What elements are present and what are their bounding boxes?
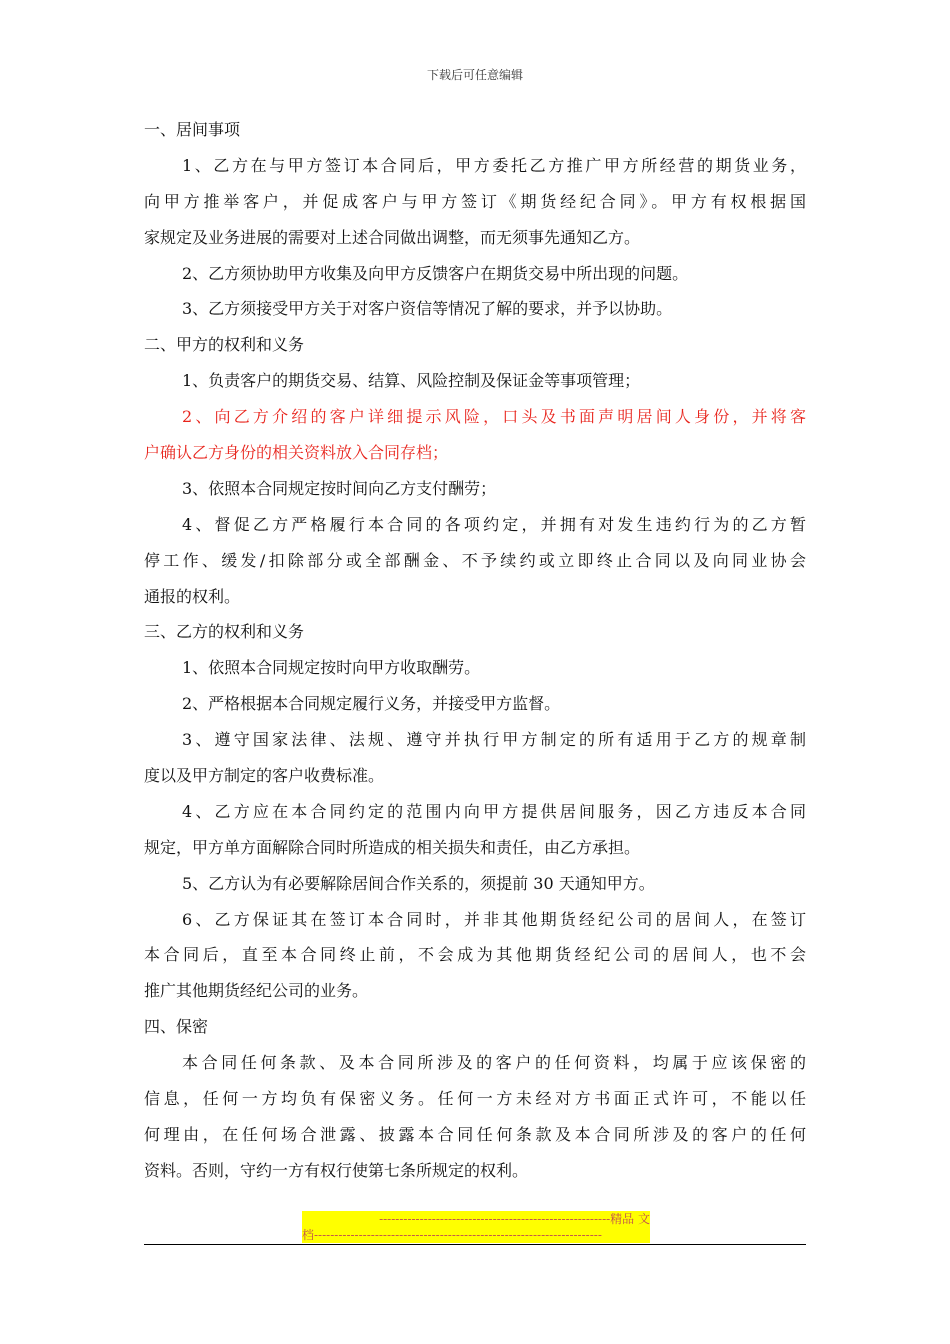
text-line: 停工作、缓发/扣除部分或全部酬金、不予续约或立即终止合同以及向同业协会	[144, 550, 806, 570]
text-line: 信息，任何一方均负有保密义务。任何一方未经对方书面正式许可，不能以任	[144, 1089, 806, 1109]
text-line: 一、居间事项	[144, 120, 241, 139]
footer-line-2: 档-----------------------------------------------------------------------	[302, 1227, 650, 1243]
text-line: 规定，甲方单方面解除合同时所造成的相关损失和责任，由乙方承担。	[144, 837, 641, 857]
text-line: 2、向乙方介绍的客户详细提示风险，口头及书面声明居间人身份，并将客	[182, 407, 806, 427]
footer-rule	[144, 1244, 806, 1245]
text-line: 何理由，在任何场合泄露、披露本合同任何条款及本合同所涉及的客户的任何	[144, 1124, 806, 1144]
text-line: 户确认乙方身份的相关资料放入合同存档；	[144, 443, 449, 463]
text-line: 1、负责客户的期货交易、结算、风险控制及保证金等事项管理；	[182, 371, 641, 391]
text-line: 4、乙方应在本合同约定的范围内向甲方提供居间服务，因乙方违反本合同	[182, 801, 806, 821]
text-line: 四、保密	[144, 1017, 209, 1037]
footer-line-1: ---------------------------------------------------------精品 文	[302, 1211, 650, 1227]
text-line: 家规定及业务进展的需要对上述合同做出调整，而无须事先通知乙方。	[144, 227, 641, 247]
text-line: 1、依照本合同规定按时向甲方收取酬劳。	[182, 658, 481, 678]
text-line: 度以及甲方制定的客户收费标准。	[144, 766, 385, 786]
text-line: 3、依照本合同规定按时间向乙方支付酬劳；	[182, 478, 497, 498]
text-line: 三、乙方的权利和义务	[144, 622, 305, 642]
text-line: 本合同后，直至本合同终止前，不会成为其他期货经纪公司的居间人，也不会	[144, 945, 806, 965]
text-line: 3、遵守国家法律、法规、遵守并执行甲方制定的所有适用于乙方的规章制	[182, 730, 806, 750]
text-line: 6、乙方保证其在签订本合同时，并非其他期货经纪公司的居间人，在签订	[182, 909, 806, 929]
text-line: 4、督促乙方严格履行本合同的各项约定，并拥有对发生违约行为的乙方暂	[182, 514, 806, 534]
text-line: 推广其他期货经纪公司的业务。	[144, 981, 369, 1001]
text-line: 向甲方推举客户，并促成客户与甲方签订《期货经纪合同》。甲方有权根据国	[144, 191, 806, 211]
text-line: 1、乙方在与甲方签订本合同后，甲方委托乙方推广甲方所经营的期货业务，	[182, 155, 806, 175]
text-line: 3、乙方须接受甲方关于对客户资信等情况了解的要求，并予以协助。	[182, 299, 673, 319]
footer-banner	[302, 1211, 650, 1243]
text-line: 二、甲方的权利和义务	[144, 335, 305, 355]
document-body	[144, 112, 806, 1189]
page-header: 下载后可任意编辑	[426, 68, 523, 82]
text-line: 5、乙方认为有必要解除居间合作关系的，须提前 30 天通知甲方。	[182, 873, 655, 893]
text-line: 通报的权利。	[144, 586, 241, 606]
text-line: 本合同任何条款、及本合同所涉及的客户的任何资料，均属于应该保密的	[182, 1053, 806, 1073]
text-line: 2、严格根据本合同规定履行义务，并接受甲方监督。	[182, 694, 561, 714]
text-line: 2、乙方须协助甲方收集及向甲方反馈客户在期货交易中所出现的问题。	[182, 263, 689, 283]
text-line: 资料。否则，守约一方有权行使第七条所规定的权利。	[144, 1160, 529, 1180]
